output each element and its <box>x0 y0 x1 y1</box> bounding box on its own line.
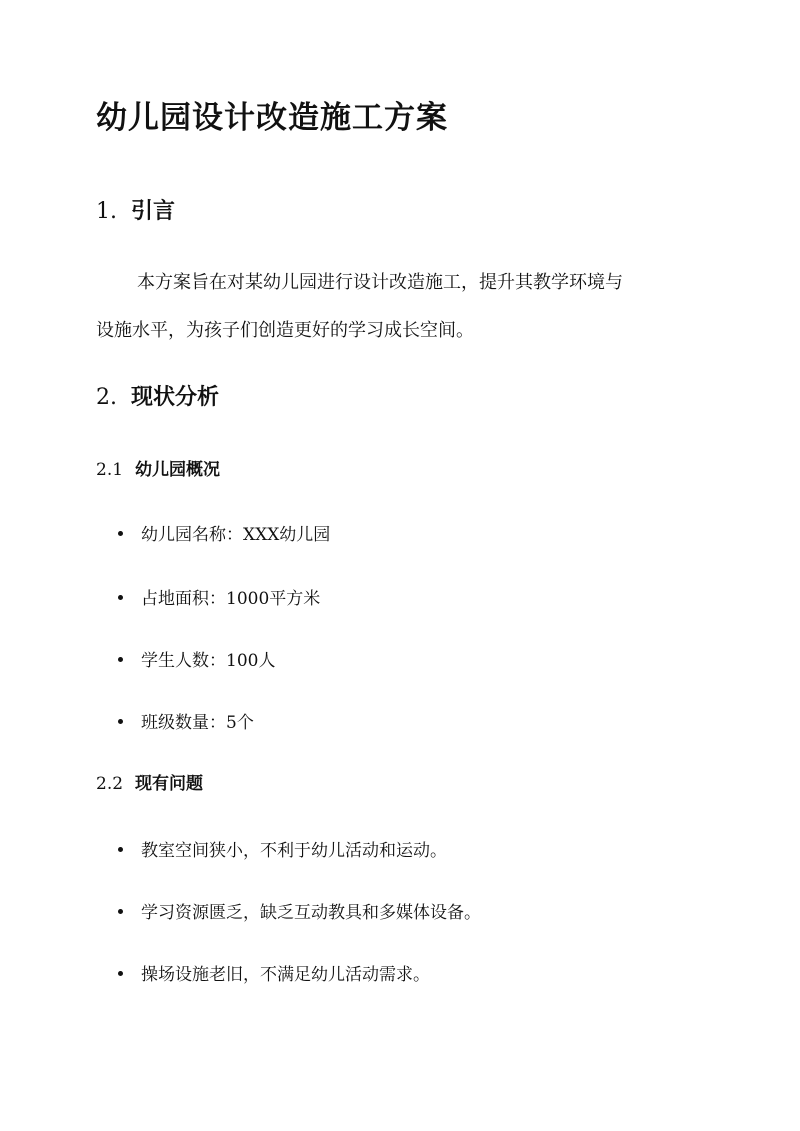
subsection-heading-problems <box>96 772 203 796</box>
bullet-icon <box>118 531 123 536</box>
section-heading-intro <box>96 196 175 227</box>
document-title: 幼儿园设计改造施工方案 <box>96 100 448 136</box>
section-heading-analysis <box>96 382 219 413</box>
list-item <box>118 586 320 612</box>
list-item <box>118 962 430 988</box>
subsection-number: 2.1 <box>96 460 124 480</box>
list-item-text: 学生人数：100人 <box>141 651 276 671</box>
list-item-text: 占地面积：1000平方米 <box>141 589 321 609</box>
section-title: 引言 <box>131 198 176 224</box>
list-item-text: 教室空间狭小，不利于幼儿活动和运动。 <box>141 841 447 861</box>
section-number: 1. <box>96 199 117 224</box>
bullet-icon <box>118 719 123 724</box>
list-item <box>118 900 481 926</box>
section-number: 2. <box>96 385 117 410</box>
list-item-text: 操场设施老旧，不满足幼儿活动需求。 <box>141 965 430 985</box>
subsection-title: 现有问题 <box>135 774 204 794</box>
bullet-icon <box>118 971 123 976</box>
list-item <box>118 710 254 736</box>
bullet-icon <box>118 847 123 852</box>
list-item-text: 学习资源匮乏，缺乏互动教具和多媒体设备。 <box>141 903 481 923</box>
intro-paragraph-line-2: 设施水平，为孩子们创造更好的学习成长空间。 <box>96 320 474 341</box>
bullet-icon <box>118 909 123 914</box>
bullet-icon <box>118 595 123 600</box>
list-item-text: 幼儿园名称：XXX幼儿园 <box>141 525 331 545</box>
list-item <box>118 648 275 674</box>
list-item <box>118 838 447 864</box>
subsection-heading-overview <box>96 458 220 482</box>
subsection-number: 2.2 <box>96 774 124 794</box>
subsection-title: 幼儿园概况 <box>135 460 221 480</box>
section-title: 现状分析 <box>131 384 220 410</box>
intro-paragraph-line-1: 本方案旨在对某幼儿园进行设计改造施工，提升其教学环境与 <box>137 272 623 293</box>
list-item <box>118 522 330 548</box>
bullet-icon <box>118 657 123 662</box>
list-item-text: 班级数量：5个 <box>141 713 254 733</box>
